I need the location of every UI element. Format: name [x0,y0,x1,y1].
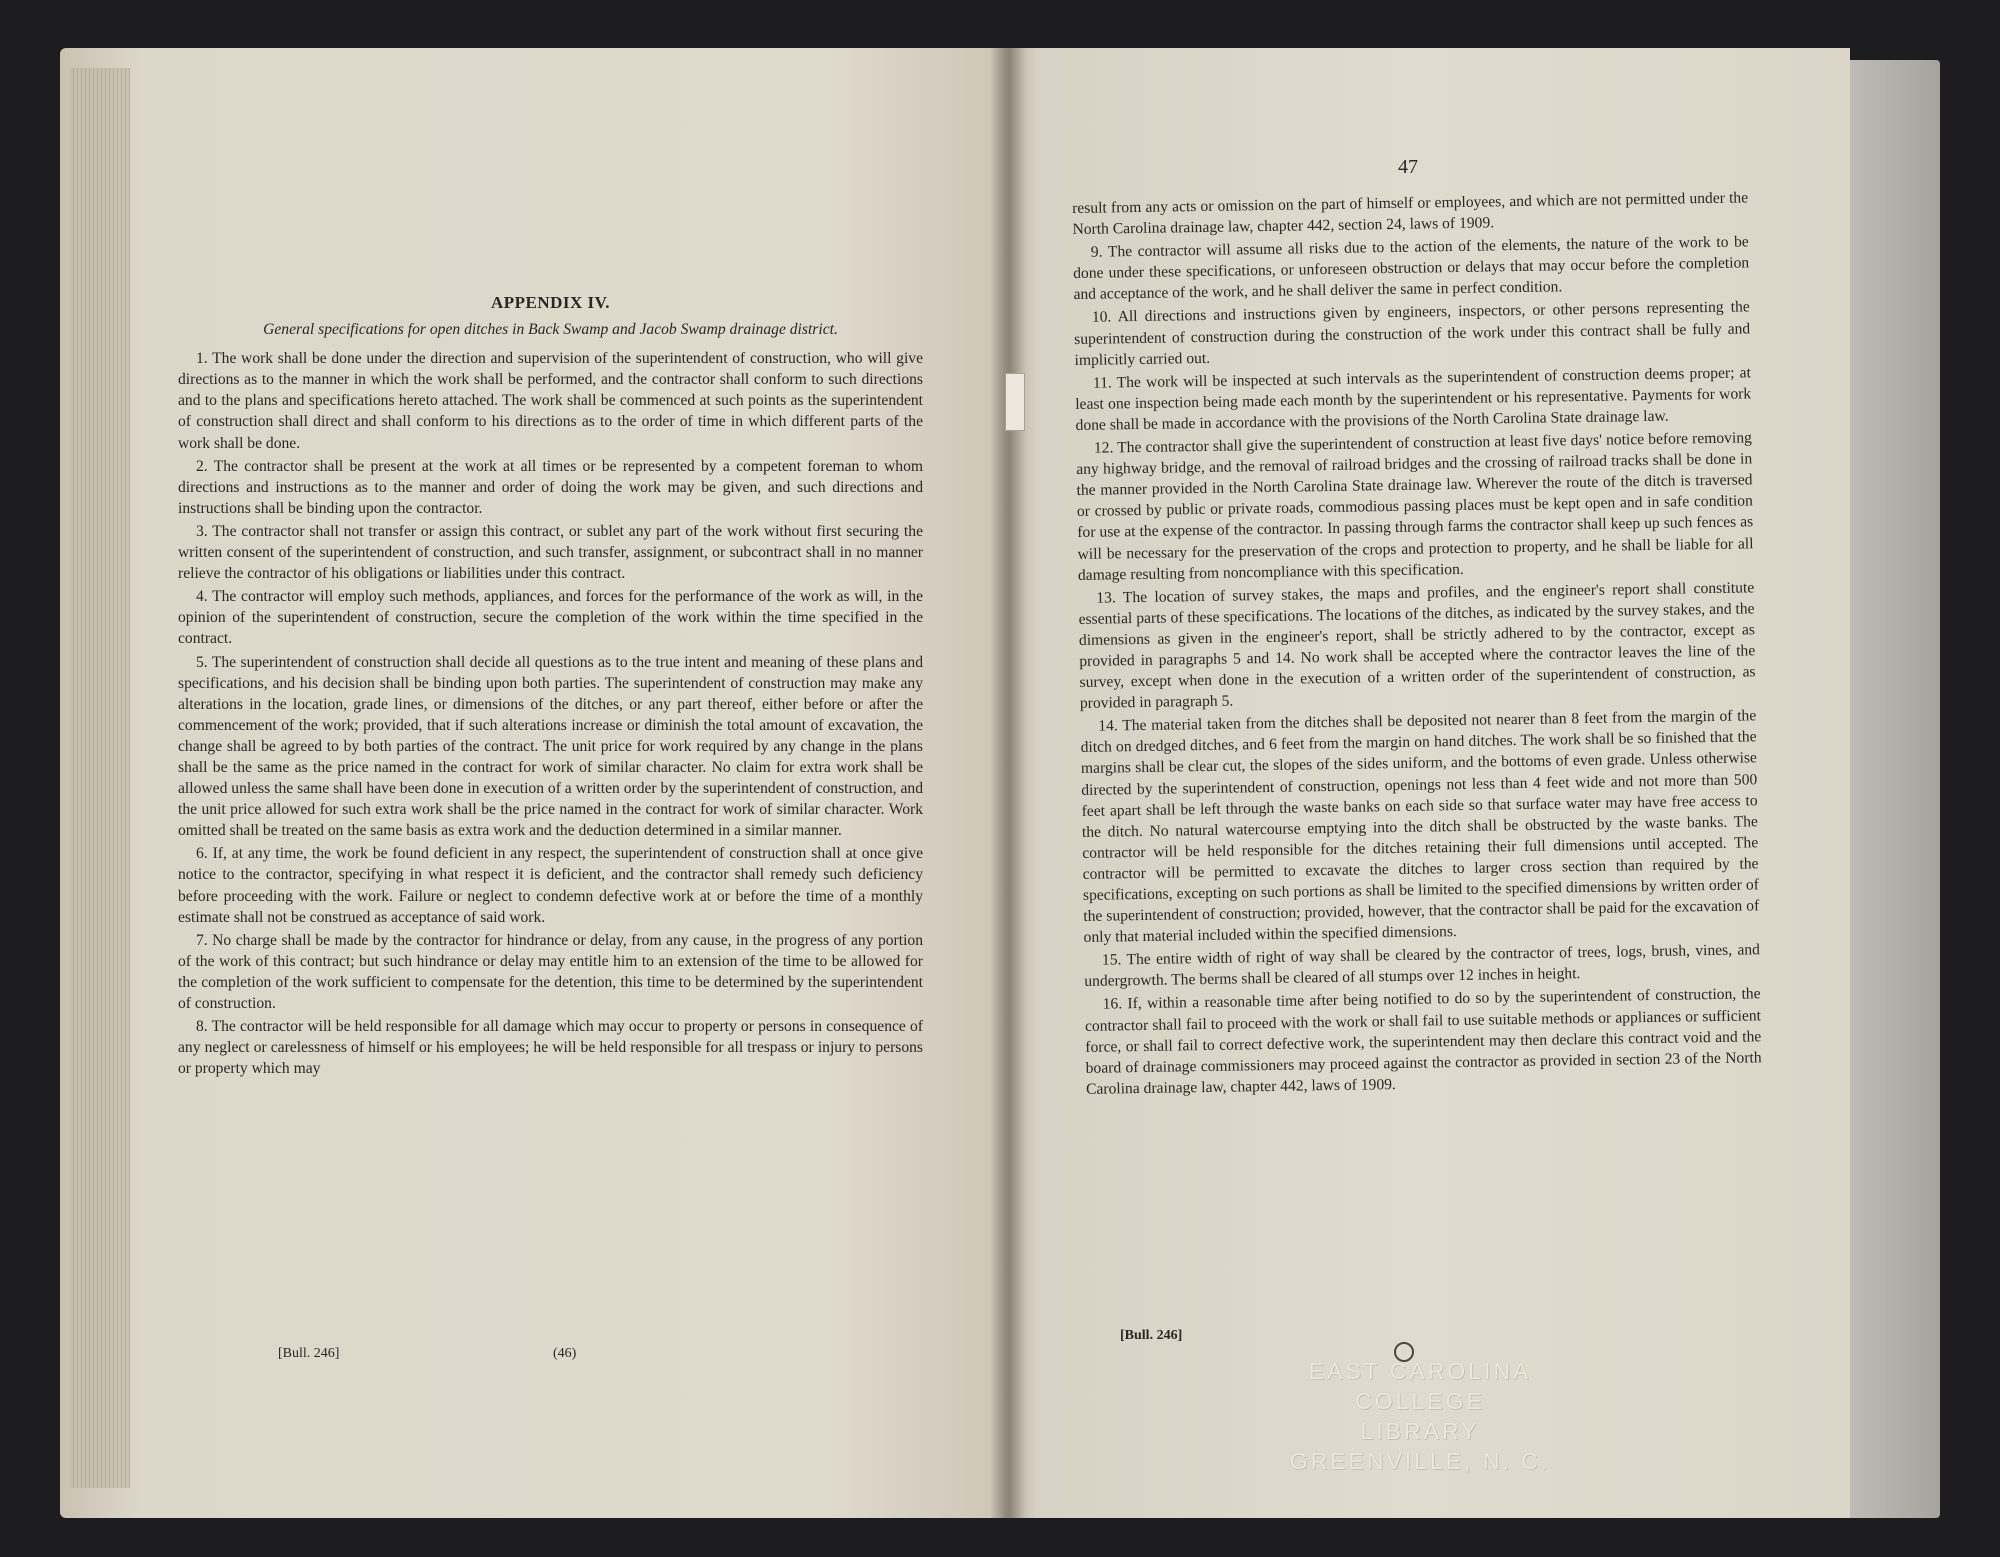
library-stamp [1240,1356,1600,1476]
appendix-subheading: General specifications for open ditches in Back Swamp and Jacob Swamp drainage district. [263,321,838,339]
left-page-text [178,292,923,1081]
paragraph: 5. The superintendent of construction shall decide all questions as to the true intent and meaning of these plans and specifications, and his decision shall be binding upon both parties. The superintendent of construction may make any alterations in the location, grade lines, or dimensions of the ditches, or any part thereof, either before or after the commencement of the work; provided, that if such alterations increase or diminish the total amount of excavation, the change shall be agreed to by both parties of the contract. The unit price for work required by any change in the plans shall be the same as the price named in the contract for work of similar character. No claim for extra work shall be allowed unless the same shall have been done in execution of a written order by the superintendent of construction, and the unit price allowed for such extra work shall be the price named in the contract for work of similar character. Work omitted shall be treated on the same basis as extra work and the deduction determined in a similar manner. [178,653,923,840]
paragraph: 8. The contractor will be held responsible for all damage which may occur to property or persons in consequence of any neglect or carelessness of himself or his employees; he will be held responsible for all trespass or injury to persons or property which may [178,1018,923,1078]
stamp-line: EAST CAROLINA COLLEGE [1308,1358,1532,1414]
paragraph: 15. The entire width of right of way shall be cleared by the contractor of trees, logs, brush, vines, and undergrowth. The berms shall be cleared of all stumps over 12 inches in height. [1084,941,1761,991]
paragraph: 16. If, within a reasonable time after being notified to do so by the superintendent of construction, the contractor shall fail to proceed with the work or shall fail to use suitable methods or appliances or sufficient force, or shall fail to correct defective work, the superintendent may then declare this contract void and the board of drainage commissioners may proceed against the contractor as provided in section 23 of the North Carolina drainage law, chapter 442, laws of 1909. [1084,985,1762,1098]
book-gutter [990,48,1026,1518]
paragraph: 7. No charge shall be made by the contractor for hindrance or delay, from any cause, in the progress of any portion of the work of this contract; but such hindrance or delay may entitle him to an extension of the time to be allowed for the completion of the work sufficient to compensate for the detention, this time to be determined by the superintendent of construction. [178,931,923,1012]
bulletin-number: [Bull. 246] [278,1346,340,1361]
stamp-line: LIBRARY [1360,1418,1480,1444]
stamp-line: GREENVILLE, N. C. [1289,1448,1551,1474]
paragraph: 1. The work shall be done under the direction and supervision of the superintendent of construction, who will give directions as to the manner in which the work shall be performed, and the contractor shall conform to such directions and to the plans and specifications hereto attached. The work shall be commenced at such points as the superintendent of construction shall direct and shall conform to his directions as to the order of time in which different parts of the work shall be done. [178,350,923,452]
left-footer [278,1346,577,1362]
appendix-heading: APPENDIX IV. [490,293,611,312]
paragraph: 2. The contractor shall be present at the work at all times or be represented by a competent foreman to whom directions and instructions as to the manner and order of doing the work may be given, and such directions and instructions shall be binding upon the contractor. [178,457,923,517]
page-number-right: 47 [1398,156,1418,178]
paragraph: 14. The material taken from the ditches shall be deposited not nearer than 8 feet from the margin of the ditch on dredged ditches, and 6 feet from the margin on hand ditches. The work shall be so finished that the margins shall be clear cut, the slopes of the sides uniform, and the bottoms of even grade. Unless otherwise directed by the superintendent of construction, openings not less than 4 feet wide and not more than 500 feet apart shall be left through the waste banks on each side so that surface water may have free access to the ditch. No natural watercourse emptying into the ditch shall be obstructed by the waste banks. The contractor will be held responsible for the ditches retaining their full dimensions until accepted. The contractor will be permitted to excavate the ditches to larger cross section than required by the specifications, excepting on such portions as shall be limited to the specified dimensions by written order of the superintendent of construction; provided, however, that the contractor shall be paid for the excavation of only that material included within the specified dimensions. [1080,707,1760,947]
paragraph: 4. The contractor will employ such methods, appliances, and forces for the performance of the work as will, in the opinion of the superintendent of construction, secure the completion of the work within the time specified in the contract. [178,588,923,648]
paragraph: 9. The contractor will assume all risks due to the action of the elements, the nature of the work to be done under these specifications, or unforeseen obstruction or delays that may occur before the completion and acceptance of the work, and he shall deliver the same in perfect condition. [1073,233,1750,304]
page-number-left: (46) [553,1346,577,1361]
paragraph: 6. If, at any time, the work be found deficient in any respect, the superintendent of construction shall at once give notice to the contractor, specifying in what respect it is deficient, and the contractor shall remedy such deficiency before proceeding with the work. Failure or neglect to condemn defective work at or before the time of a monthly estimate shall not be construed as acceptance of said work. [178,845,923,926]
paragraph: 3. The contractor shall not transfer or assign this contract, or sublet any part of the work without first securing the written consent of the superintendent of construction, and such transfer, assignment, or subcontract shall in no manner relieve the contractor of his obligations or liabilities under this contract. [178,522,923,583]
page-edges [70,68,130,1488]
paragraph: 12. The contractor shall give the superintendent of construction at least five days' notice before removing any highway bridge, and the removal of railroad bridges and the crossing of railroad tracks shall be done in the manner provided in the North Carolina State drainage law. Wherever the route of the ditch is traversed or crossed by public or private roads, commodious passing places must be kept open and in safe condition for use at the expense of the contractor. In passing through farms the contractor shall keep up such fences as will be necessary for the preservation of the crops and protection to property, and he shall be liable for all damage resulting from noncompliance with this specification. [1076,429,1754,584]
paragraph: result from any acts or omission on the part of himself or employees, and which are not permitted under the North Carolina drainage law, chapter 442, section 24, laws of 1909. [1072,189,1749,239]
right-page-text [1072,187,1762,1101]
paragraph: 11. The work will be inspected at such intervals as the superintendent of construction deems proper; at least one inspection being made each month by the superintendent or his representative. Payments for work done shall be made in accordance with the provisions of the North Carolina State drainage law. [1075,364,1752,434]
paragraph: 13. The location of survey stakes, the maps and profiles, and the engineer's report shall constitute essential parts of these specifications. The locations of the ditches, as indicated by the survey stakes, and the dimensions as given in the engineer's report, shall be strictly adhered to by the contractor, except as provided in paragraphs 5 and 14. No work shall be accepted where the contractor leaves the line of the survey, except when done in the execution of a written order of the superintendent of construction, as provided in paragraph 5. [1078,579,1756,713]
paper-tab [1005,373,1025,431]
right-footer: [Bull. 246] [1120,1328,1183,1343]
paragraph: 10. All directions and instructions given by engineers, inspectors, or other persons representing the superintendent of construction during the construction of the work under this contract shall be fully and implicitly carried out. [1074,298,1751,369]
back-cover [1850,60,1940,1518]
